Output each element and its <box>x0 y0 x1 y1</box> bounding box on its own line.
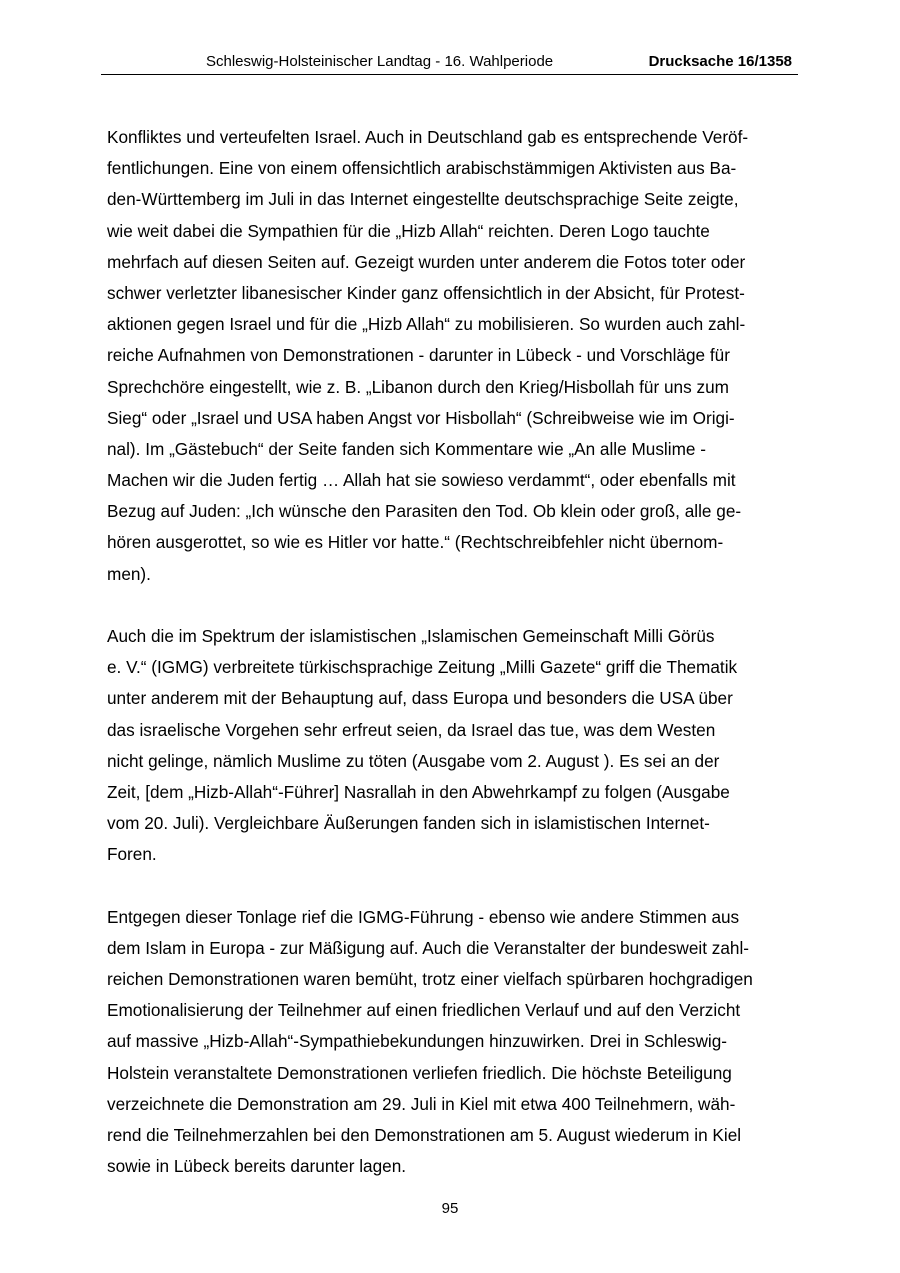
header-title: Schleswig-Holsteinischer Landtag - 16. Wahlperiode <box>206 53 554 70</box>
paragraph-3 <box>107 902 793 1183</box>
text-line: aktionen gegen Israel und für die „Hizb Allah“ zu mobilisieren. So wurden auch zahl- <box>107 314 746 335</box>
text-line: Foren. <box>107 844 157 865</box>
text-line: Emotionalisierung der Teilnehmer auf einen friedlichen Verlauf und auf den Verzicht <box>107 1000 741 1021</box>
text-line: men). <box>107 563 151 584</box>
text-line: fentlichungen. Eine von einem offensichtlich arabischstämmigen Aktivisten aus Ba- <box>107 158 737 179</box>
text-line: Bezug auf Juden: „Ich wünsche den Parasiten den Tod. Ob klein oder groß, alle ge- <box>107 501 742 522</box>
text-line: auf massive „Hizb-Allah“-Sympathiebekundungen hinzuwirken. Drei in Schleswig- <box>107 1031 727 1052</box>
paragraph-2 <box>107 621 793 871</box>
text-line: Zeit, [dem „Hizb-Allah“-Führer] Nasrallah in den Abwehrkampf zu folgen (Ausgabe <box>107 781 730 802</box>
text-line: Auch die im Spektrum der islamistischen „Islamischen Gemeinschaft Milli Görüs <box>107 626 715 646</box>
text-line: Sprechchöre eingestellt, wie z. B. „Libanon durch den Krieg/Hisbollah für uns zum <box>107 376 729 397</box>
text-line: e. V.“ (IGMG) verbreitete türkischsprachige Zeitung „Milli Gazete“ griff die Thematik <box>107 657 738 678</box>
text-line: Entgegen dieser Tonlage rief die IGMG-Führung - ebenso wie andere Stimmen aus <box>107 906 740 927</box>
text-line: Machen wir die Juden fertig … Allah hat sie sowieso verdammt“, oder ebenfalls mit <box>107 470 736 491</box>
text-line: hören ausgerottet, so wie es Hitler vor hatte.“ (Rechtschreibfehler nicht übernom- <box>107 532 724 553</box>
page-number: 95 <box>441 1200 459 1217</box>
text-line: sowie in Lübeck bereits darunter lagen. <box>107 1156 407 1177</box>
header-document-number: Drucksache 16/1358 <box>648 53 792 70</box>
text-line: Sieg“ oder „Israel und USA haben Angst vor Hisbollah“ (Schreibweise wie im Origi- <box>107 407 735 428</box>
text-line: wie weit dabei die Sympathien für die „Hizb Allah“ reichten. Deren Logo tauchte <box>107 220 710 241</box>
text-line: reiche Aufnahmen von Demonstrationen - darunter in Lübeck - und Vorschläge für <box>107 345 730 366</box>
text-line: Holstein veranstaltete Demonstrationen verliefen friedlich. Die höchste Beteiligung <box>107 1062 732 1083</box>
text-line: das israelische Vorgehen sehr erfreut seien, da Israel das tue, was dem Westen <box>107 719 716 740</box>
text-line: unter anderem mit der Behauptung auf, dass Europa und besonders die USA über <box>107 688 733 709</box>
text-line: vom 20. Juli). Vergleichbare Äußerungen fanden sich in islamistischen Internet- <box>107 813 710 834</box>
text-line: rend die Teilnehmerzahlen bei den Demonstrationen am 5. August wiederum in Kiel <box>107 1125 742 1145</box>
paragraph-1 <box>107 122 793 590</box>
text-line: nicht gelinge, nämlich Muslime zu töten (Ausgabe vom 2. August ). Es sei an der <box>107 750 720 771</box>
text-line: nal). Im „Gästebuch“ der Seite fanden sich Kommentare wie „An alle Muslime - <box>107 438 706 459</box>
text-line: schwer verletzter libanesischer Kinder ganz offensichtlich in der Absicht, für Protest- <box>107 282 745 303</box>
text-line: mehrfach auf diesen Seiten auf. Gezeigt wurden unter anderem die Fotos toter oder <box>107 251 746 272</box>
page-header <box>101 52 798 75</box>
text-line: den-Württemberg im Juli in das Internet eingestellte deutschsprachige Seite zeigte, <box>107 189 739 210</box>
text-line: verzeichnete die Demonstration am 29. Juli in Kiel mit etwa 400 Teilnehmern, wäh- <box>107 1093 736 1114</box>
text-line: Konfliktes und verteufelten Israel. Auch in Deutschland gab es entsprechende Veröf- <box>107 127 749 147</box>
text-line: dem Islam in Europa - zur Mäßigung auf. Auch die Veranstalter der bundesweit zahl- <box>107 937 750 958</box>
text-line: reichen Demonstrationen waren bemüht, trotz einer vielfach spürbaren hochgradigen <box>107 969 753 990</box>
document-body <box>107 122 793 1182</box>
